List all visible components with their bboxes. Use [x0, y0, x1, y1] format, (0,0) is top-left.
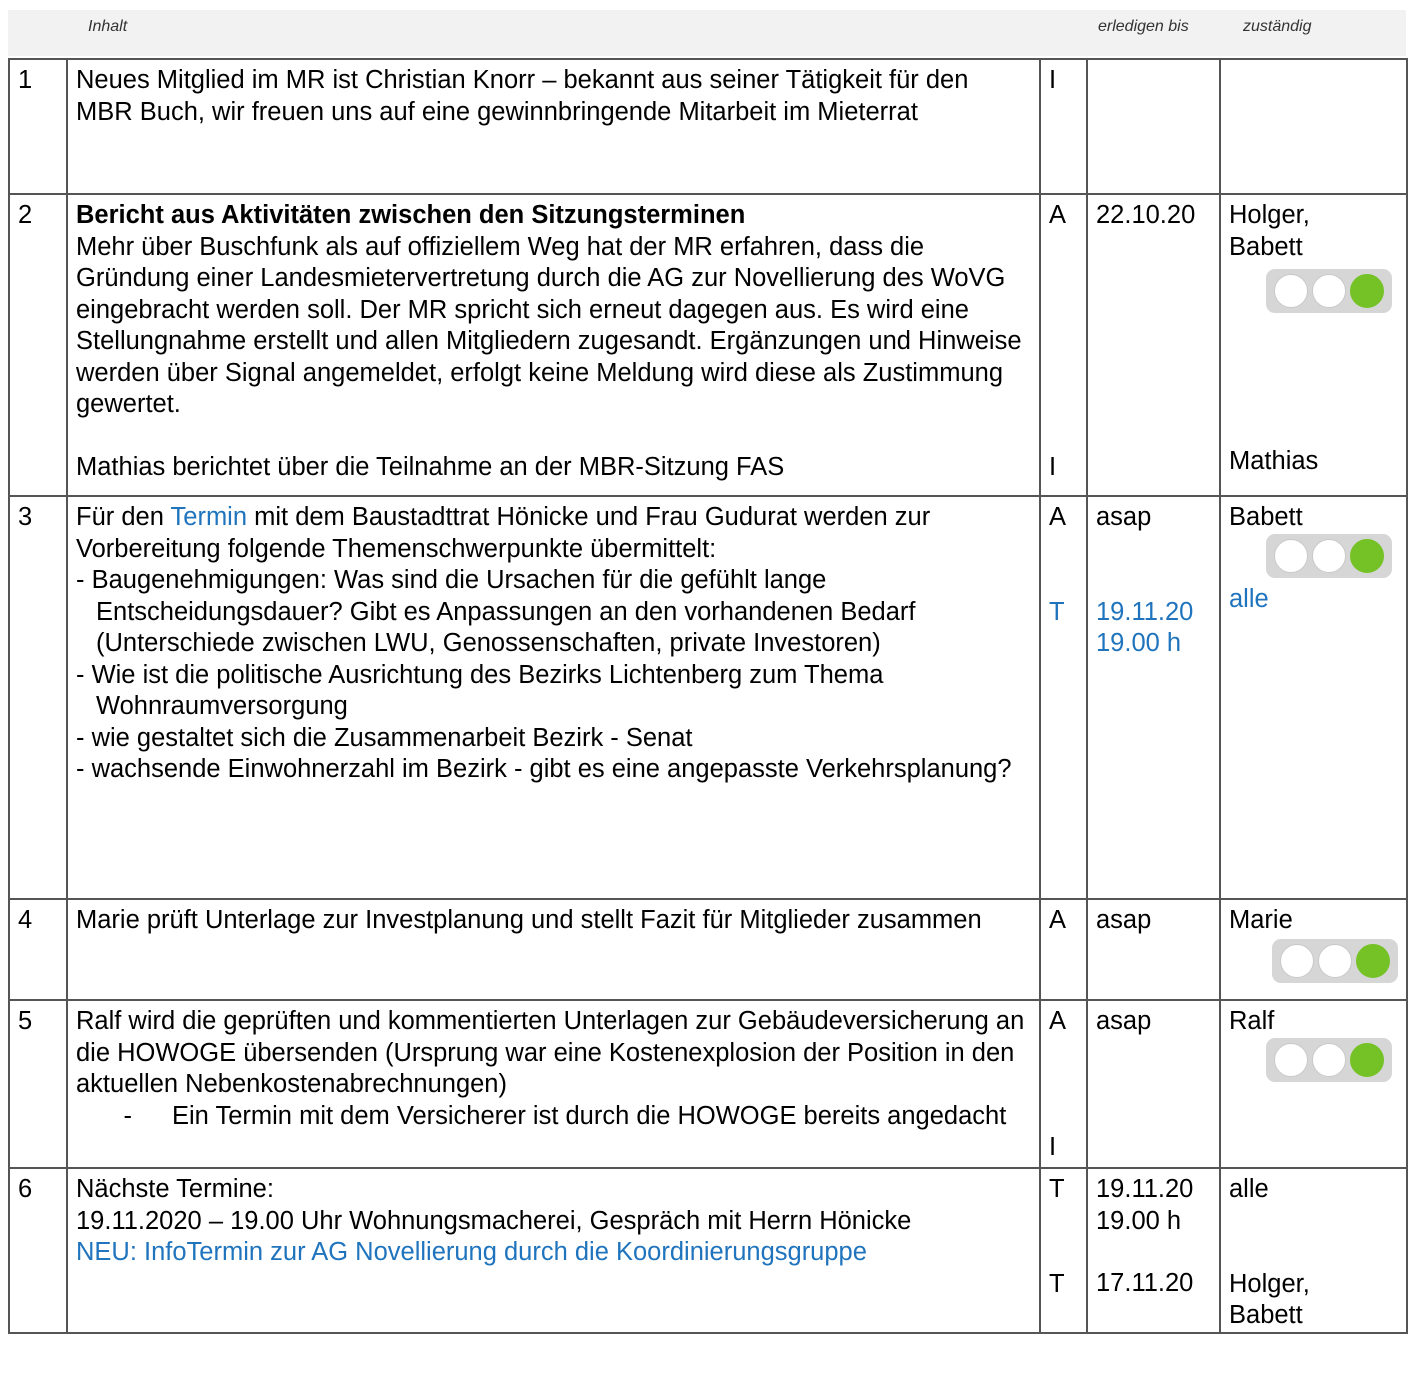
responsible-name: Marie: [1229, 906, 1293, 934]
lamp-green-icon: [1350, 539, 1384, 573]
type-code: A: [1049, 1007, 1067, 1035]
table-row: [9, 1000, 1407, 1168]
row-due: 22.10.20: [1087, 194, 1220, 496]
row-due: [1087, 59, 1220, 194]
bullet-item: - wachsende Einwohnerzahl im Bezirk - gibt es eine angepasste Verkehrsplanung?: [76, 755, 1012, 783]
row-number: 3: [9, 496, 67, 899]
type-code: A: [1049, 503, 1067, 531]
lamp-off-icon: [1312, 274, 1346, 308]
row-text: Neues Mitglied im MR ist Christian Knorr – bekannt aus seiner Tätigkeit für den MBR Buch, wir freuen uns auf eine gewinnbringende Mitarbeit im Mieterrat: [76, 66, 969, 126]
termin-link[interactable]: Termin: [170, 503, 248, 531]
lamp-green-icon: [1350, 274, 1384, 308]
type-code: I: [1049, 1132, 1057, 1161]
status-traffic-light: [1229, 1032, 1398, 1086]
lamp-off-icon: [1274, 539, 1308, 573]
responsible-name: alle: [1229, 585, 1269, 613]
table-row: [9, 899, 1407, 1000]
status-traffic-light: [1229, 528, 1398, 582]
row-number: 6: [9, 1168, 67, 1333]
row-text: 19.11.2020 – 19.00 Uhr Wohnungsmacherei, Gespräch mit Herrn Hönicke: [76, 1206, 912, 1235]
type-code: T: [1049, 1175, 1065, 1203]
responsible-name: alle: [1229, 1175, 1269, 1203]
due-time: 19.00 h: [1096, 1206, 1182, 1235]
row-content: [67, 59, 1040, 194]
row-type: A: [1040, 899, 1087, 1000]
table-row: [9, 496, 1407, 899]
table-row: [9, 194, 1407, 496]
bullet-item: - wie gestaltet sich die Zusammenarbeit Bezirk - Senat: [76, 723, 693, 752]
lamp-off-icon: [1312, 539, 1346, 573]
header-responsible: zuständig: [1243, 18, 1312, 35]
row-responsible: [1220, 59, 1407, 194]
row-responsible: [1220, 496, 1407, 899]
status-traffic-light: [1229, 263, 1398, 317]
due-date: 19.11.20: [1096, 597, 1194, 626]
row-text: Mehr über Buschfunk als auf offiziellem Weg hat der MR erfahren, dass die Gründung einer Landesmietervertretung durch die AG zur Novellierung des WoVG eingebracht werden soll. Der MR spricht sich erneut dagegen aus. Es wird eine Stellungnahme erstellt und allen Mitgliedern zugesandt. Ergänzungen und Hinweise werden über Signal angemeldet, erfolgt keine Meldung wird diese als Zustimmung gewertet.: [76, 232, 1022, 418]
row-content: [67, 496, 1040, 899]
lamp-off-icon: [1280, 944, 1314, 978]
row-text: Ralf wird die geprüften und kommentierten Unterlagen zur Gebäudeversicherung an die HOWOGE übersenden (Ursprung war eine Kostenexplosion der Position in den aktuellen Nebenkostenabrechnungen): [76, 1007, 1025, 1098]
lamp-green-icon: [1350, 1043, 1384, 1077]
row-type: [1040, 1000, 1087, 1168]
row-responsible: [1220, 1168, 1407, 1333]
type-code: T: [1049, 597, 1065, 626]
row-content: [67, 1000, 1040, 1168]
type-code: I: [1049, 452, 1057, 481]
table-header: [8, 10, 1406, 56]
row-due: [1087, 496, 1220, 899]
row-title: Bericht aus Aktivitäten zwischen den Sitzungsterminen: [76, 201, 746, 229]
type-code: T: [1049, 1269, 1065, 1298]
lamp-green-icon: [1356, 944, 1390, 978]
bullet-item: - Ein Termin mit dem Versicherer ist durch die HOWOGE bereits angedacht: [123, 1101, 1007, 1130]
due-date: 17.11.20: [1096, 1269, 1194, 1297]
responsible-name: Ralf: [1229, 1007, 1275, 1035]
bullet-item: - Baugenehmigungen: Was sind die Ursachen für die gefühlt lange Entscheidungsdauer? Gibt es Anpassungen an den vorhandenen Bedarf (Unterschiede zwischen LWU, Genossenschaften, private Investoren): [76, 566, 916, 657]
lamp-off-icon: [1274, 274, 1308, 308]
lamp-off-icon: [1318, 944, 1352, 978]
responsible-name: Holger, Babett: [1229, 201, 1310, 261]
row-text-new: NEU: InfoTermin zur AG Novellierung durch die Koordinierungsgruppe: [76, 1238, 867, 1266]
row-responsible: [1220, 899, 1407, 1000]
row-number: 1: [9, 59, 67, 194]
row-text: Mathias berichtet über die Teilnahme an der MBR-Sitzung FAS: [76, 453, 785, 481]
row-due: [1087, 1168, 1220, 1333]
row-number: 4: [9, 899, 67, 1000]
responsible-name: Babett: [1229, 503, 1303, 531]
row-responsible: [1220, 194, 1407, 496]
row-type: [1040, 1168, 1087, 1333]
table-row: [9, 1168, 1407, 1333]
bullet-item: - Wie ist die politische Ausrichtung des Bezirks Lichtenberg zum Thema Wohnraumversorgung: [76, 660, 884, 720]
due-time: 19.00 h: [1096, 629, 1182, 657]
row-text: Für den Termin mit dem Baustadttrat Hönicke und Frau Gudurat werden zur Vorbereitung folgende Themenschwerpunkte übermittelt:: [76, 503, 931, 563]
type-code: A: [1049, 201, 1067, 229]
responsible-name: Mathias: [1229, 446, 1319, 475]
row-number: 2: [9, 194, 67, 496]
row-type: [1040, 496, 1087, 899]
row-responsible: [1220, 1000, 1407, 1168]
minutes-table: [8, 58, 1408, 1334]
responsible-name: Holger, Babett: [1229, 1269, 1310, 1329]
lamp-off-icon: [1274, 1043, 1308, 1077]
row-number: 5: [9, 1000, 67, 1168]
due-date: 19.11.20: [1096, 1175, 1194, 1203]
row-due: asap: [1087, 1000, 1220, 1168]
due-date: asap: [1096, 503, 1152, 531]
status-traffic-light: [1229, 933, 1398, 987]
row-content: [67, 1168, 1040, 1333]
row-type: [1040, 194, 1087, 496]
row-text: Nächste Termine:: [76, 1175, 274, 1203]
header-content: Inhalt: [88, 18, 128, 35]
table-row: [9, 59, 1407, 194]
row-text: Marie prüft Unterlage zur Investplanung und stellt Fazit für Mitglieder zusammen: [76, 906, 982, 934]
header-due: erledigen bis: [1098, 18, 1189, 35]
row-type: I: [1040, 59, 1087, 194]
row-content: [67, 194, 1040, 496]
lamp-off-icon: [1312, 1043, 1346, 1077]
row-content: [67, 899, 1040, 1000]
row-due: asap: [1087, 899, 1220, 1000]
